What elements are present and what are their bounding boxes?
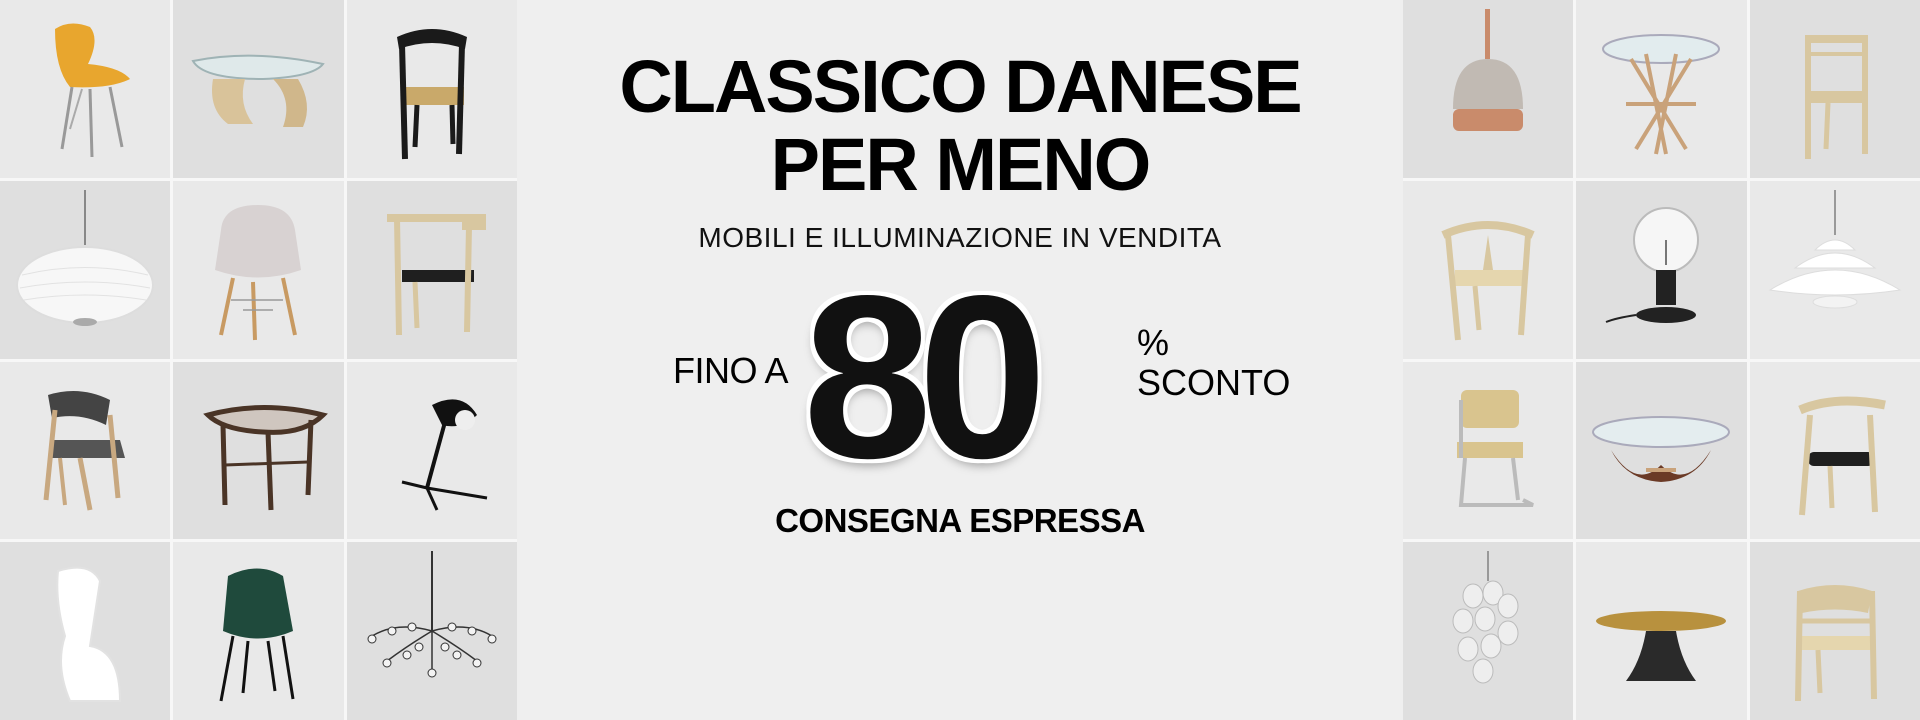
product-tile[interactable] — [173, 0, 343, 178]
wooden-dining-chair-icon — [10, 370, 160, 530]
bulb-table-lamp-icon — [1586, 190, 1736, 350]
cesca-chair-icon — [1413, 370, 1563, 530]
headline-line-2: PER MENO — [770, 123, 1150, 206]
oak-dining-chair-icon — [1760, 9, 1910, 169]
product-tile[interactable] — [347, 542, 517, 720]
product-tile[interactable] — [0, 542, 170, 720]
product-tile[interactable] — [1403, 0, 1573, 178]
capiz-pendant-lamp-icon — [1413, 551, 1563, 711]
fino-label: FINO A — [673, 350, 789, 391]
product-tile[interactable] — [347, 362, 517, 540]
bubble-pendant-lamp-icon — [10, 190, 160, 350]
headline — [517, 45, 1403, 206]
horn-chair-icon — [1760, 370, 1910, 530]
glass-side-table-icon — [1586, 9, 1736, 169]
subtitle: MOBILI E ILLUMINAZIONE IN VENDITA — [698, 222, 1222, 253]
tripod-floor-lamp-icon — [357, 370, 507, 530]
product-tile[interactable] — [1576, 181, 1746, 359]
discount-suffix — [1137, 323, 1290, 403]
ph-pendant-lamp-icon — [1760, 190, 1910, 350]
chandelier-icon — [357, 551, 507, 711]
percent-symbol: % — [1137, 322, 1170, 363]
product-tile[interactable] — [173, 542, 343, 720]
sconto-label: SCONTO — [1137, 362, 1291, 403]
product-tile[interactable] — [173, 362, 343, 540]
delivery-label: CONSEGNA ESPRESSA — [775, 502, 1145, 539]
product-tile[interactable] — [0, 0, 170, 178]
product-tile[interactable] — [347, 181, 517, 359]
triangle-side-table-icon — [183, 370, 333, 530]
brass-side-table-icon — [1586, 551, 1736, 711]
glass-coffee-table-icon — [183, 9, 333, 169]
product-tile[interactable] — [0, 362, 170, 540]
headline-line-1: CLASSICO DANESE — [619, 45, 1301, 128]
product-tile[interactable] — [1403, 181, 1573, 359]
product-grid-left — [0, 0, 517, 720]
product-tile[interactable] — [1403, 362, 1573, 540]
product-tile[interactable] — [1750, 181, 1920, 359]
wishbone-chair-icon — [1413, 190, 1563, 350]
shell-armchair-eiffel-icon — [183, 190, 333, 350]
product-tile[interactable] — [1750, 542, 1920, 720]
black-wishbone-chair-icon — [357, 9, 507, 169]
product-tile[interactable] — [1576, 0, 1746, 178]
product-tile[interactable] — [173, 181, 343, 359]
promo-banner[interactable] — [517, 0, 1403, 720]
woven-armchair-icon — [1760, 551, 1910, 711]
product-tile[interactable] — [1403, 542, 1573, 720]
copper-pendant-lamp-icon — [1413, 9, 1563, 169]
product-tile[interactable] — [1750, 0, 1920, 178]
product-tile[interactable] — [0, 181, 170, 359]
yellow-shell-chair-icon — [10, 9, 160, 169]
white-cantilever-chair-icon — [10, 551, 160, 711]
green-beetle-chair-icon — [183, 551, 333, 711]
product-tile[interactable] — [1750, 362, 1920, 540]
product-tile[interactable] — [1576, 362, 1746, 540]
product-tile[interactable] — [347, 0, 517, 178]
product-grid-right — [1403, 0, 1920, 720]
product-tile[interactable] — [1576, 542, 1746, 720]
wooden-armchair-icon — [357, 190, 507, 350]
discount-value: 80 — [803, 248, 1034, 507]
moth-coffee-table-icon — [1586, 370, 1736, 530]
